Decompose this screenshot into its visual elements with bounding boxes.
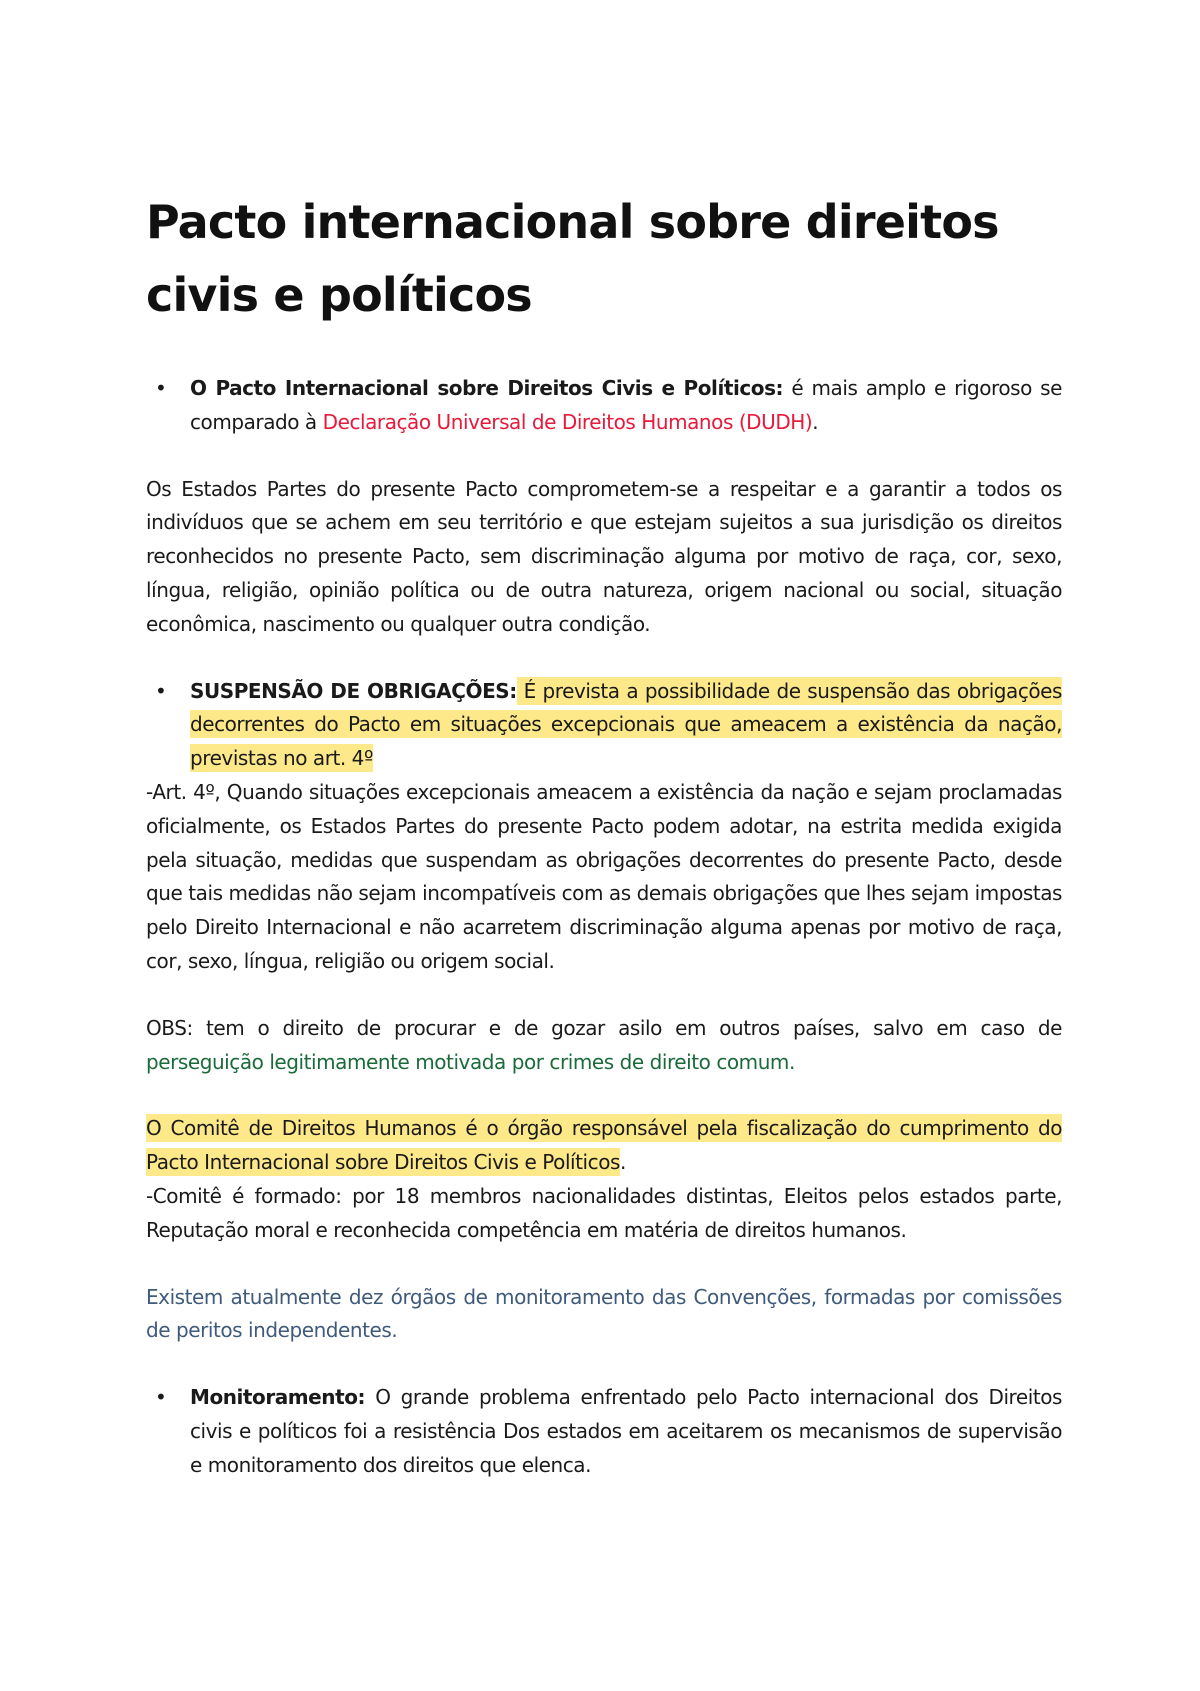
highlighted-text: É prevista a possibilidade de suspensão das obrigações decorrentes do Pacto em situações excepcionais que ameacem a existência da nação, previstas no art. 4º	[190, 678, 1063, 771]
bullet-label: Monitoramento:	[190, 1385, 366, 1410]
paragraph-estados-partes: Os Estados Partes do presente Pacto comprometem-se a respeitar e a garantir a todos os indivíduos que se achem em seu território e que estejam sujeitos a sua jurisdição os direitos reconhecidos no presente Pacto, sem discriminação alguma por motivo de raça, cor, sexo, língua, religião, opinião política ou de outra natureza, origem nacional ou social, situação econômica, nascimento ou qualquer outra condição.	[146, 476, 1062, 636]
bullet-marker: •	[155, 678, 167, 703]
bullet-pacto-intro	[146, 372, 1062, 440]
paragraph-art4: -Art. 4º, Quando situações excepcionais ameacem a existência da nação e sejam proclamadas oficialmente, os Estados Partes do presente Pacto podem adotar, na estrita medida exigida pela situação, medidas que suspendam as obrigações decorrentes do presente Pacto, desde que tais medidas não sejam incompatíveis com as demais obrigações que lhes sejam impostas pelo Direito Internacional e não acarretem discriminação alguma apenas por motivo de raça, cor, sexo, língua, religião ou origem social.	[146, 779, 1062, 973]
paragraph-comite: O Comitê de Direitos Humanos é o órgão responsável pela fiscalização do cumprimento do Pacto Internacional sobre Direitos Civis e Políticos.	[146, 1116, 1062, 1175]
bullet-label: SUSPENSÃO DE OBRIGAÇÕES:	[190, 678, 517, 703]
paragraph-obs: OBS: tem o direito de procurar e de gozar asilo em outros países, salvo em caso de perseguição legitimamente motivada por crimes de direito comum.	[146, 1015, 1062, 1074]
bullet-body: é mais amplo e rigoroso se comparado à	[190, 376, 1062, 434]
page-title: Pacto internacional sobre direitos civis e políticos	[146, 195, 999, 322]
paragraph-comite-formacao: -Comitê é formado: por 18 membros nacionalidades distintas, Eleitos pelos estados parte, Reputação moral e reconhecida competência em matéria de direitos humanos.	[146, 1183, 1062, 1242]
bullet-suspensao	[146, 675, 1062, 776]
paragraph-orgaos-monitoramento: Existem atualmente dez órgãos de monitoramento das Convenções, formadas por comissões de peritos independentes.	[146, 1284, 1062, 1343]
document-content	[146, 186, 1062, 1483]
bullet-suspensao-text	[190, 675, 1062, 776]
dudh-link[interactable]: Declaração Universal de Direitos Humanos (DUDH)	[322, 409, 813, 434]
bullet-pacto-text: O Pacto Internacional sobre Direitos Civis e Políticos: é mais amplo e rigoroso se comparado à Declaração Universal de Direitos Humanos (DUDH).	[190, 376, 1062, 434]
bullet-body: O grande problema enfrentado pelo Pacto internacional dos Direitos civis e políticos foi a resistência Dos estados em aceitarem os mecanismos de supervisão e monitoramento dos direitos que elenca.	[190, 1385, 1062, 1477]
bullet-monitoramento-text	[190, 1381, 1062, 1482]
bullet-marker: •	[155, 1385, 167, 1410]
bullet-monitoramento	[146, 1381, 1062, 1482]
obs-emphasis: perseguição legitimamente motivada por crimes de direito comum.	[146, 1049, 795, 1074]
highlighted-text: O Comitê de Direitos Humanos é o órgão responsável pela fiscalização do cumprimento do Pacto Internacional sobre Direitos Civis e Políticos	[146, 1116, 1062, 1175]
bullet-label: O Pacto Internacional sobre Direitos Civis e Políticos:	[190, 376, 784, 400]
bullet-marker: •	[155, 376, 167, 400]
